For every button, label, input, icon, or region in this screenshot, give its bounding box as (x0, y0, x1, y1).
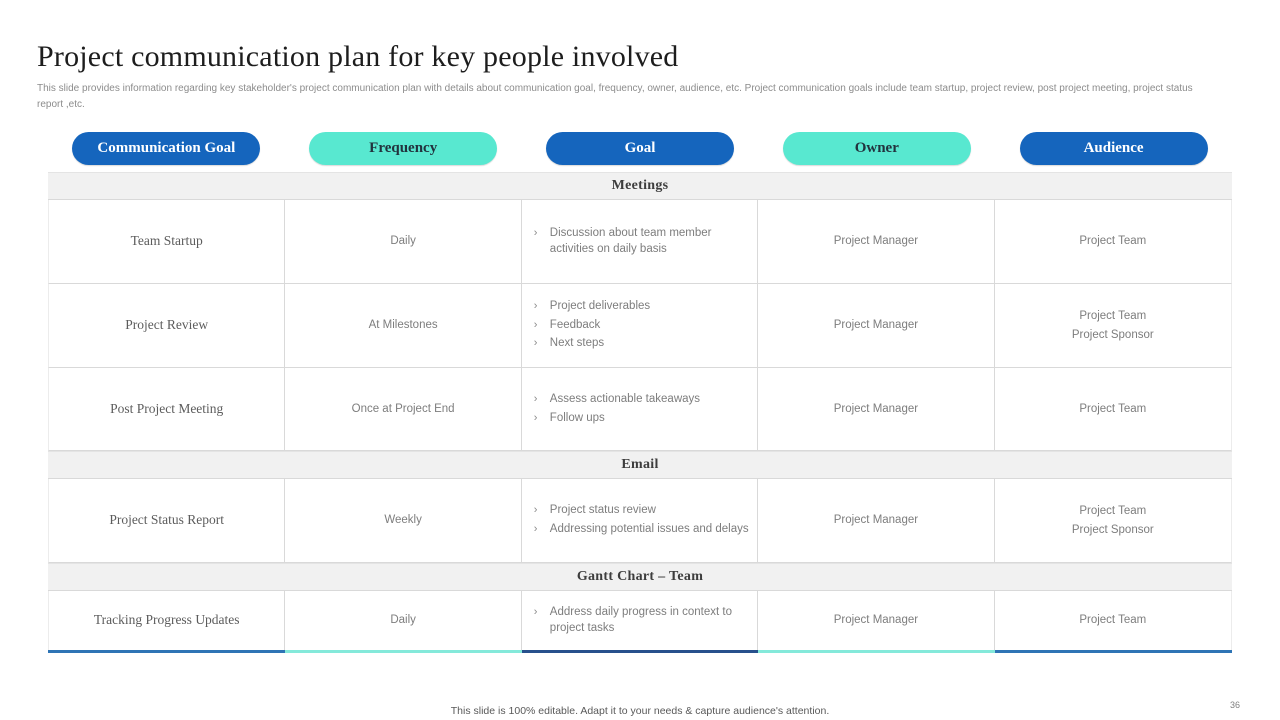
owner-cell: Project Manager (833, 402, 919, 415)
slide-description: This slide provides information regarding key stakeholder's project communication plan with details about communication goal, frequency, owner, audience, etc. Project communication goals include team startup, project review, post project meeting, project status report ,etc. (37, 83, 1193, 110)
frequency-cell: Daily (390, 235, 416, 248)
table-row (48, 284, 1232, 368)
goal-cell (534, 605, 749, 636)
table-header-row (48, 132, 1232, 165)
goal-cell (534, 226, 749, 257)
audience-cell: Project Team Project Sponsor (1071, 505, 1154, 536)
communication-plan-table (48, 132, 1232, 653)
chevron-bullet-icon: › (533, 318, 538, 331)
column-header-pill-frequency (309, 132, 497, 165)
section-header-meetings: Meetings (48, 172, 1232, 200)
owner-cell: Project Manager (833, 514, 919, 527)
audience-cell: Project Team (1079, 614, 1147, 627)
page-title: Project communication plan for key people involved (37, 40, 679, 73)
communication-goal-cell: Tracking Progress Updates (93, 612, 240, 628)
owner-cell: Project Manager (833, 235, 919, 248)
bullet-item: › Discussion about team member activities on daily basis (533, 226, 712, 255)
column-header-label: Audience (1083, 140, 1144, 156)
frequency-cell: At Milestones (368, 319, 438, 332)
frequency-cell: Daily (390, 614, 416, 627)
table-row (48, 591, 1232, 650)
bullet-item: › Next steps (534, 336, 650, 352)
bullet-item: › Follow ups (534, 411, 700, 427)
bullet-item: › Project status review (534, 503, 749, 519)
chevron-bullet-icon: › (533, 337, 538, 350)
chevron-bullet-icon: › (533, 411, 538, 424)
footer-note: This slide is 100% editable. Adapt it to your needs & capture audience's attention. (450, 705, 830, 717)
page-number: 36 (1229, 700, 1240, 710)
table-row (48, 479, 1232, 563)
communication-goal-cell: Team Startup (130, 233, 203, 249)
owner-cell: Project Manager (833, 319, 919, 332)
table-row (48, 200, 1232, 284)
bullet-item: › Project deliverables (534, 299, 650, 315)
chevron-bullet-icon: › (533, 605, 538, 618)
bullet-item: › Assess actionable takeaways (534, 392, 700, 408)
owner-cell: Project Manager (833, 614, 919, 627)
audience-cell: Project Team (1079, 235, 1147, 248)
column-header-pill-audience (1020, 132, 1208, 165)
accent-bar-teal (758, 650, 995, 653)
column-header-pill-communication-goal (72, 132, 260, 165)
bullet-item: › Feedback (534, 318, 650, 334)
bullet-item: › Addressing potential issues and delays (534, 522, 749, 538)
accent-bar-teal (285, 650, 522, 653)
chevron-bullet-icon: › (533, 504, 538, 517)
accent-bar-blue (995, 650, 1232, 653)
goal-cell (534, 503, 749, 537)
accent-bar-navy (522, 650, 759, 653)
frequency-cell: Weekly (384, 514, 422, 527)
column-header-label: Owner (854, 140, 899, 156)
section-header-email: Email (48, 451, 1232, 479)
accent-bar-blue (48, 650, 285, 653)
column-header-label: Communication Goal (97, 140, 236, 156)
column-header-label: Goal (624, 140, 656, 156)
chevron-bullet-icon: › (533, 392, 538, 405)
chevron-bullet-icon: › (533, 300, 538, 313)
communication-goal-cell: Project Status Report (109, 512, 225, 528)
goal-cell (534, 299, 650, 352)
column-header-pill-owner (783, 132, 971, 165)
bullet-item: › Address daily progress in context to project tasks (533, 605, 732, 634)
communication-goal-cell: Project Review (125, 317, 209, 333)
frequency-cell: Once at Project End (351, 402, 455, 415)
chevron-bullet-icon: › (533, 226, 538, 239)
audience-cell: Project Team (1079, 402, 1147, 415)
goal-cell (534, 392, 700, 426)
column-header-pill-goal (546, 132, 734, 165)
section-header-gantt-chart-team: Gantt Chart – Team (48, 563, 1232, 591)
communication-goal-cell: Post Project Meeting (110, 400, 224, 416)
table-row (48, 368, 1232, 451)
audience-cell: Project Team Project Sponsor (1071, 310, 1154, 341)
chevron-bullet-icon: › (533, 523, 538, 535)
table-bottom-accent (48, 650, 1232, 653)
column-header-label: Frequency (369, 140, 438, 156)
